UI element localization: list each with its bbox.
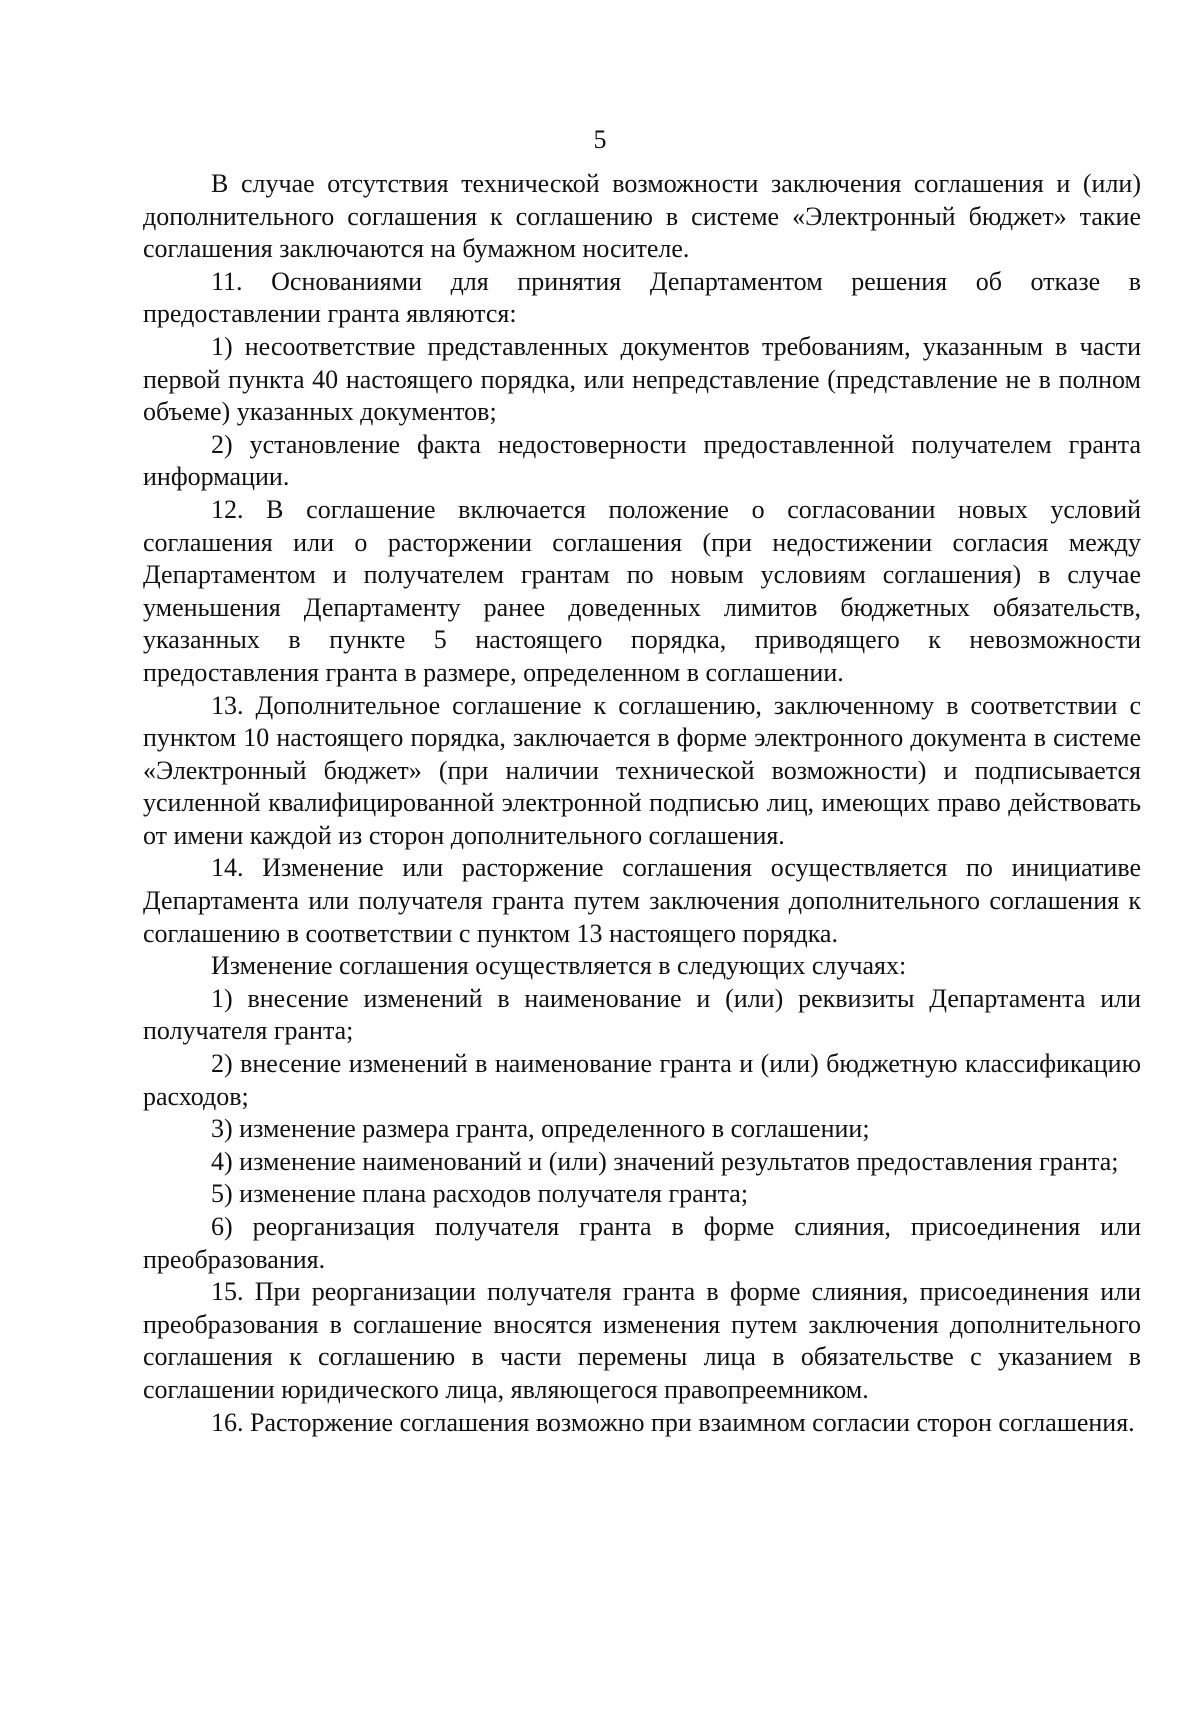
paragraph-change-case-4: 4) изменение наименований и (или) значений результатов предоставления гранта; bbox=[211, 1146, 1119, 1176]
paragraph-item-11-2: 2) установление факта недостоверности предоставленной получателем гранта информации. bbox=[143, 429, 1141, 492]
paragraph-item-11-1: 1) несоответствие представленных документов требованиям, указанным в части первой пункта 40 настоящего порядка, или непредставление (представление не в полном объеме) указанных документов; bbox=[143, 331, 1141, 427]
paragraph-changes-intro: Изменение соглашения осуществляется в следующих случаях: bbox=[211, 951, 907, 981]
paragraph-change-case-3: 3) изменение размера гранта, определенного в соглашении; bbox=[211, 1114, 870, 1144]
paragraph-change-case-1: 1) внесение изменений в наименование и (или) реквизиты Департамента или получателя гранта; bbox=[143, 983, 1141, 1046]
paragraph-item-12: 12. В соглашение включается положение о согласовании новых условий соглашения или о расторжении соглашения (при недостижении согласия между Департаментом и получателем грантам по новым условиям соглашения) в случае уменьшения Департаменту ранее доведенных лимитов бюджетных обязательств, указанных в пункте 5 настоящего порядка, приводящего к невозможности предоставления гранта в размере, определенном в соглашении. bbox=[143, 494, 1141, 687]
paragraph-electronic-budget-note: В случае отсутствия технической возможности заключения соглашения и (или) дополнительного соглашения к соглашению в системе «Электронный бюджет» такие соглашения заключаются на бумажном носителе. bbox=[143, 169, 1141, 264]
paragraph-item-11: 11. Основаниями для принятия Департаментом решения об отказе в предоставлении гранта являются: bbox=[143, 266, 1141, 329]
paragraph-item-16: 16. Расторжение соглашения возможно при взаимном согласии сторон соглашения. bbox=[211, 1407, 1135, 1437]
paragraph-item-14: 14. Изменение или расторжение соглашения осуществляется по инициативе Департамента или получателя гранта путем заключения дополнительного соглашения к соглашению в соответствии с пунктом 13 настоящего порядка. bbox=[143, 853, 1141, 948]
paragraph-change-case-2: 2) внесение изменений в наименование гранта и (или) бюджетную классификацию расходов; bbox=[143, 1049, 1141, 1111]
document-body bbox=[143, 168, 1141, 1439]
paragraph-item-15: 15. При реорганизации получателя гранта в форме слияния, присоединения или преобразования в соглашение вносятся изменения путем заключения дополнительного соглашения к соглашению в части перемены лица в обязательстве с указанием в соглашении юридического лица, являющегося правопреемником. bbox=[143, 1277, 1141, 1404]
page-number: 5 bbox=[593, 125, 607, 154]
paragraph-change-case-6: 6) реорганизация получателя гранта в форме слияния, присоединения или преобразования. bbox=[143, 1212, 1141, 1274]
paragraph-change-case-5: 5) изменение плана расходов получателя гранта; bbox=[211, 1179, 749, 1209]
paragraph-item-13: 13. Дополнительное соглашение к соглашению, заключенному в соответствии с пунктом 10 настоящего порядка, заключается в форме электронного документа в системе «Электронный бюджет» (при наличии технической возможности) и подписывается усиленной квалифицированной электронной подписью лиц, имеющих право действовать от имени каждой из сторон дополнительного соглашения. bbox=[143, 690, 1141, 850]
